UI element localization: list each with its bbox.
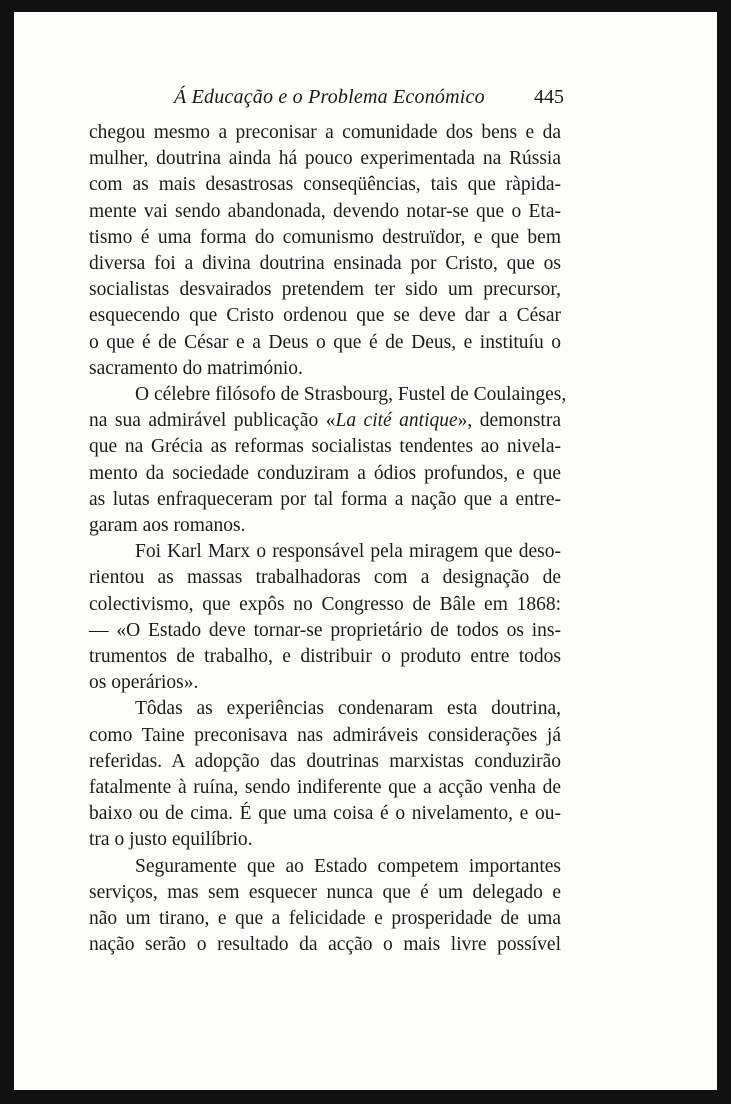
text-line: chegou mesmo a preconisar a comunidade dos bens e da	[89, 122, 561, 143]
text-line: sacramento do matrimónio.	[89, 357, 303, 379]
body-text	[89, 120, 567, 959]
text-line: nação serão o resultado da acção o mais livre possível	[89, 934, 561, 956]
text-line: Foi Karl Marx o responsável pela miragem que deso-	[135, 541, 561, 563]
text-line: os operários».	[89, 672, 199, 694]
text-line: — «O Estado deve tornar-se proprietário de todos os ins-	[89, 619, 561, 641]
book-page	[14, 12, 717, 1090]
text-line: socialistas desvairados pretendem ter sido um precursor,	[89, 279, 561, 301]
text-line: referidas. A adopção das doutrinas marxistas conduzirão	[89, 750, 561, 772]
paragraph	[89, 382, 567, 539]
text-line: garam aos romanos.	[89, 515, 246, 537]
text-line: Tôdas as experiências condenaram esta doutrina,	[135, 698, 561, 720]
text-line: diversa foi a divina doutrina ensinada por Cristo, que os	[89, 253, 561, 275]
text-line: na sua admirável publicação «La cité antique», demonstra	[89, 410, 561, 432]
text-line: mento da sociedade conduziram a ódios profundos, e que	[89, 462, 561, 484]
paragraph	[89, 696, 561, 853]
text-line: tra o justo equilíbrio.	[89, 829, 253, 851]
page-number: 445	[534, 86, 564, 108]
text-line: como Taine preconisava nas admiráveis considerações já	[89, 724, 561, 746]
text-line: baixo ou de cima. É que uma coisa é o nivelamento, e ou-	[89, 803, 561, 825]
text-line: O célebre filósofo de Strasbourg, Fustel de Coulainges,	[135, 384, 567, 406]
text-line: as lutas enfraqueceram por tal forma a nação que a entre-	[89, 488, 561, 510]
running-title: Á Educação e o Problema Económico	[174, 86, 485, 108]
text-line: que na Grécia as reformas socialistas tendentes ao nivela-	[89, 436, 561, 458]
text-line: esquecendo que Cristo ordenou que se deve dar a César	[89, 305, 561, 327]
text-line: mente vai sendo abandonada, devendo notar-se que o Eta-	[89, 200, 561, 222]
text-line: Seguramente que ao Estado competem importantes	[135, 855, 561, 877]
book-title: La cité antique	[335, 410, 458, 432]
text-line: fatalmente à ruína, sendo indiferente que a acção venha de	[89, 777, 561, 799]
text-line: trumentos de trabalho, e distribuir o produto entre todos	[89, 646, 561, 668]
text-line: não um tirano, e que a felicidade e prosperidade de uma	[89, 908, 561, 930]
paragraph	[89, 539, 561, 696]
text-line: o que é de César e a Deus o que é de Deus, e instituíu o	[89, 331, 561, 353]
text-line: rientou as massas trabalhadoras com a designação de	[89, 567, 561, 589]
text-line: mulher, doutrina ainda há pouco experimentada na Rússia	[89, 148, 561, 170]
paragraph	[89, 120, 561, 382]
text-line: tismo é uma forma do comunismo destruïdor, e que bem	[89, 226, 561, 248]
text-line: serviços, mas sem esquecer nunca que é um delegado e	[89, 881, 561, 903]
paragraph	[89, 854, 561, 959]
text-line: colectivismo, que expôs no Congresso de Bâle em 1868:	[89, 593, 561, 615]
text-line: com as mais desastrosas conseqüências, tais que ràpida-	[89, 174, 561, 196]
page-header	[14, 84, 717, 114]
